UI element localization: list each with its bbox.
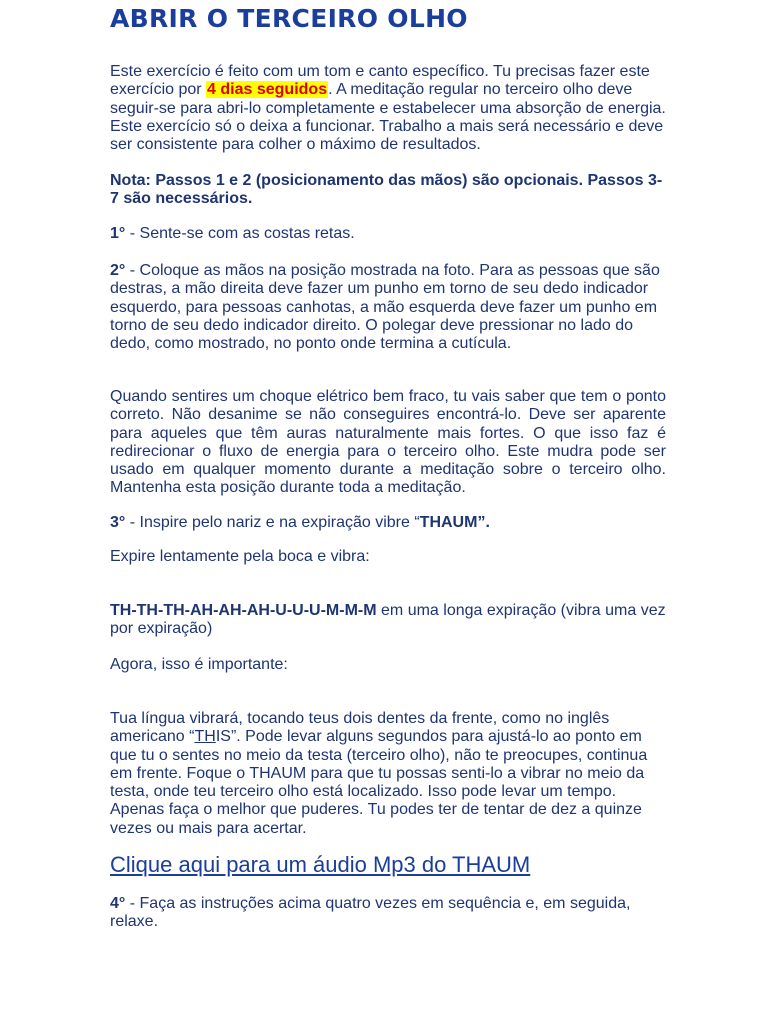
intro-text-rest: . A meditação regular no terceiro olho deve seguir-se para abri-lo completamente e estabelecer uma absorção de energia. Este exercício só o deixa a funcionar. Trabalho a mais será necessário e deve ser consistente para colher o máximo de resultados. [110, 81, 666, 154]
shock-paragraph: Quando sentires um choque elétrico bem fraco, tu vais saber que tem o ponto correto. Não desanime se não conseguires encontrá-lo. Deve ser aparente para aqueles que têm auras naturalmente mais fortes. O que isso faz é redirecionar o fluxo de energia para o terceiro olho. Este mudra pode ser usado em qualquer momento durante a meditação sobre o terceiro olho. Mantenha esta posição durante toda a meditação. [110, 388, 666, 497]
step-4-number: 4° [110, 895, 126, 912]
step-3 [110, 514, 666, 532]
step-4 [110, 895, 666, 932]
note-paragraph [110, 172, 666, 209]
intro-text: Este exercício é feito com um tom e canto específico. Tu precisas fazer este exercício por [110, 63, 650, 99]
chant-text: em uma longa expiração (vibra uma vez por expiração) [110, 602, 666, 638]
this-rest: IS [215, 728, 231, 746]
chant-sound: TH-TH-TH-AH-AH-AH-U-U-U-M-M-M [110, 602, 377, 619]
tongue-paragraph [110, 710, 666, 838]
audio-link[interactable]: Clique aqui para um áudio Mp3 do THAUM [110, 852, 531, 877]
step-1-number: 1° [110, 225, 126, 242]
step-3-number: 3° [110, 514, 126, 531]
exhale-instruction: Expire lentamente pela boca e vibra: [110, 548, 370, 565]
important-note: Agora, isso é importante: [110, 656, 288, 673]
note-text: Nota: Passos 1 e 2 (posicionamento das mãos) são opcionais. Passos 3-7 são necessários. [110, 172, 663, 208]
highlight-days: 4 dias seguidos [207, 81, 328, 99]
th-underlined: TH [194, 728, 216, 746]
chant-paragraph [110, 602, 666, 639]
intro-paragraph [110, 63, 666, 154]
step-1-text: - Sente-se com as costas retas. [125, 225, 355, 242]
thaum-word: THAUM”. [419, 514, 490, 531]
tongue-text-rest: ”. Pode levar alguns segundos para ajustá-lo ao ponto em que tu o sentes no meio da testa (terceiro olho), não te preocupes, continua em frente. Foque o THAUM para que tu possas senti-lo a vibrar no meio da testa, onde teu terceiro olho está localizado. Isso pode levar um tempo. Apenas faça o melhor que puderes. Tu podes ter de tentar de dez a quinze vezes ou mais para acertar. [110, 728, 648, 837]
page-title: ABRIR O TERCEIRO OLHO [110, 4, 468, 33]
step-2 [110, 262, 666, 353]
step-2-number: 2° [110, 262, 126, 279]
step-2-text: - Coloque as mãos na posição mostrada na foto. Para as pessoas que são destras, a mão direita deve fazer um punho em torno de seu dedo indicador esquerdo, para pessoas canhotas, a mão esquerda deve fazer um punho em torno de seu dedo indicador direito. O polegar deve pressionar no lado do dedo, como mostrado, no ponto onde termina a cutícula. [110, 262, 660, 353]
step-1 [110, 225, 666, 243]
step-3-text: - Inspire pelo nariz e na expiração vibre “ [125, 514, 420, 531]
tongue-text: Tua língua vibrará, tocando teus dois dentes da frente, como no inglês americano “ [110, 710, 610, 746]
step-4-text: - Faça as instruções acima quatro vezes em sequência e, em seguida, relaxe. [110, 895, 631, 931]
